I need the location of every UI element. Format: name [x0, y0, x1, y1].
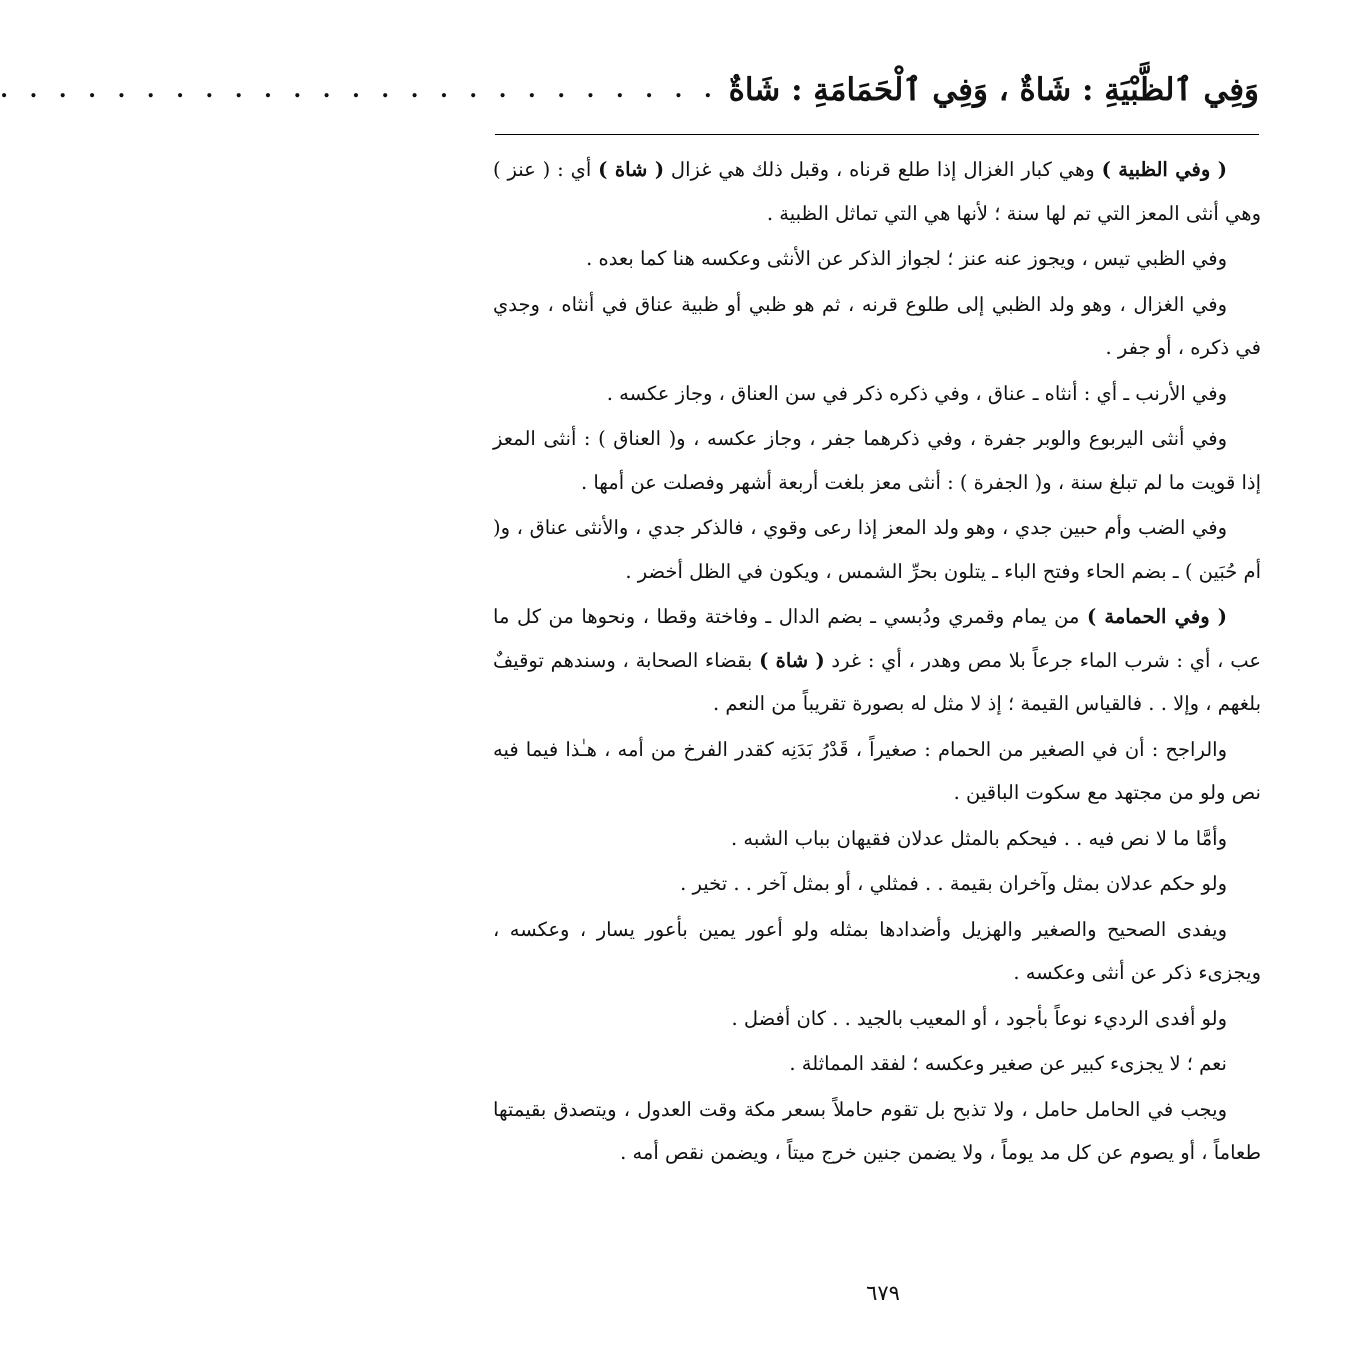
paragraph-text: نعم ؛ لا يجزىء كبير عن صغير وعكسه ؛ لفقد المماثلة . [789, 1052, 1227, 1075]
header-title: وَفِي ٱلظَّبْيَةِ : شَاةٌ ، وَفِي ٱلْحَمَامَةِ : شَاةٌ [728, 72, 1259, 108]
paragraph-text: ويجب في الحامل حامل ، ولا تذبح بل تقوم حاملاً بسعر مكة وقت العدول ، ويتصدق بقيمتها طعاماً ، أو يصوم عن كل مد يوماً ، ولا يضمن جنين خرج ميتاً ، ويضمن نقص أمه . [493, 1097, 1261, 1164]
bold-term: ( وفي الظبية ) [1101, 158, 1227, 181]
paragraph [493, 862, 1261, 906]
paragraph-text: والراجح : أن في الصغير من الحمام : صغيراً ، قَدْرُ بَدَنِه كقدر الفرخ من أمه ، هـٰذا فيما فيه نص ولو من مجتهد مع سكوت الباقين . [493, 737, 1261, 804]
running-header [0, 62, 1259, 118]
paragraph [493, 417, 1261, 504]
bold-term: ( شاة ) [759, 648, 825, 672]
paragraph-text: ولو أفدى الرديء نوعاً بأجود ، أو المعيب بالجيد . . كان أفضل . [731, 1006, 1227, 1030]
body-text [493, 148, 1261, 1175]
bold-term: ( شاة ) [598, 158, 665, 181]
paragraph [493, 817, 1261, 861]
paragraph [493, 506, 1261, 593]
paragraph-text: بقضاء الصحابة ، وسندهم توقيفٌ بلغهم ، وإلا . . فالقياس القيمة ؛ إذ لا مثل له بصورة تقريباً من النعم . [493, 648, 1261, 715]
paragraph [493, 1088, 1261, 1175]
paragraph-text: أي : ( عنز ) وهي أنثى المعز التي تم لها سنة ؛ لأنها هي التي تماثل الظبية . [493, 158, 1261, 225]
paragraph [493, 595, 1261, 726]
paragraph-text: وفي الضب وأم حبين جدي ، وهو ولد المعز إذا رعى وقوي ، فالذكر جدي ، والأنثى عناق ، و( أم حُبَين ) ـ بضم الحاء وفتح الباء ـ يتلون بحرِّ الشمس ، ويكون في الظل أخضر . [493, 516, 1261, 583]
header-rule [495, 134, 1259, 135]
paragraph [493, 148, 1261, 235]
paragraph-text: من يمام وقمري ودُبسي ـ بضم الدال ـ وفاختة وقطا ، ونحوها من كل ما عب ، أي : شرب الماء جرعاً بلا مص وهدر ، أي : غرد [493, 605, 1261, 672]
paragraph-text: وهي كبار الغزال إذا طلع قرناه ، وقبل ذلك هي غزال [664, 158, 1102, 181]
paragraph [493, 283, 1261, 370]
bold-term: ( وفي الحمامة ) [1087, 605, 1227, 628]
header-dot-leader: . . . . . . . . . . . . . . . . . . . . . . . . . [0, 77, 719, 103]
paragraph-text: وفي أنثى اليربوع والوبر جفرة ، وفي ذكرهما جفر ، وجاز عكسه ، و( العناق ) : أنثى المعز إذا قويت ما لم تبلغ سنة ، و( الجفرة ) : أنثى معز بلغت أربعة أشهر وفصلت عن أمها . [493, 427, 1261, 494]
paragraph [493, 728, 1261, 815]
paragraph-text: وفي الظبي تيس ، ويجوز عنه عنز ؛ لجواز الذكر عن الأنثى وعكسه هنا كما بعده . [586, 247, 1227, 270]
paragraph-text: وفي الغزال ، وهو ولد الظبي إلى طلوع قرنه ، ثم هو ظبي أو ظبية عناق في أنثاه ، وجدي في ذكره ، أو جفر . [493, 292, 1261, 359]
paragraph-text: وفي الأرنب ـ أي : أنثاه ـ عناق ، وفي ذكره ذكر في سن العناق ، وجاز عكسه . [606, 381, 1227, 405]
paragraph-text: وأمَّا ما لا نص فيه . . فيحكم بالمثل عدلان فقيهان بباب الشبه . [731, 826, 1227, 850]
page-number: ٦٧٩ [866, 1281, 900, 1305]
paragraph [493, 372, 1261, 416]
paragraph [493, 908, 1261, 995]
paragraph-text: ولو حكم عدلان بمثل وآخران بقيمة . . فمثلي ، أو بمثل آخر . . تخير . [680, 872, 1227, 895]
paragraph [493, 1042, 1261, 1086]
paragraph-text: ويفدى الصحيح والصغير والهزيل وأضدادها بمثله ولو أعور يمين بأعور يسار ، وعكسه ، ويجزىء ذكر عن أنثى وعكسه . [493, 917, 1261, 984]
paragraph [493, 237, 1261, 281]
paragraph [493, 997, 1261, 1041]
